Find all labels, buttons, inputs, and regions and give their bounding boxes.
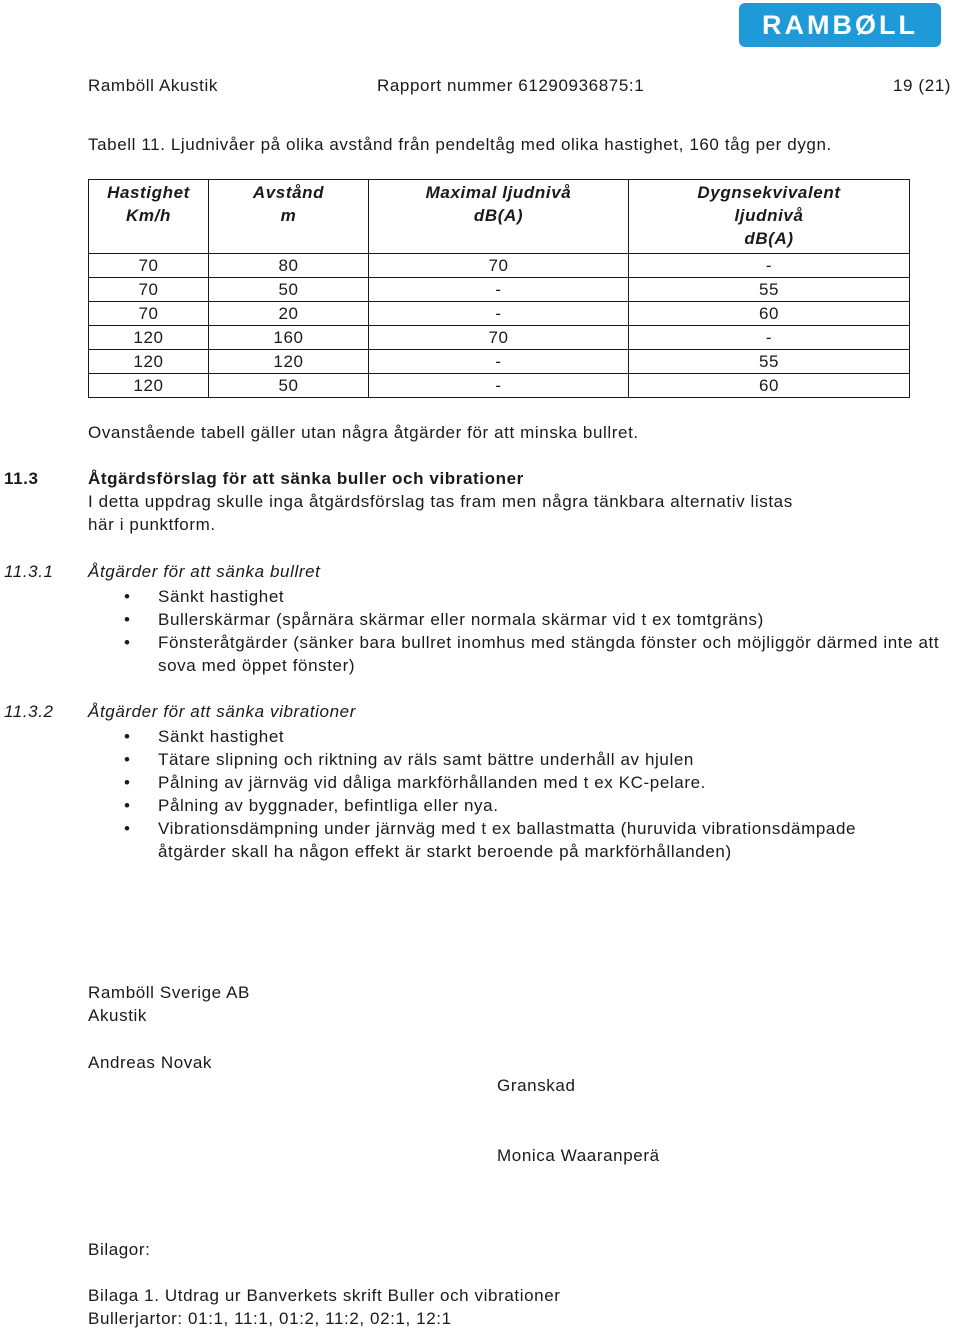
- bullet-icon: •: [124, 610, 131, 629]
- vibration-measures-list: [0, 725, 948, 863]
- subsection-2-number: 11.3.2: [4, 702, 54, 721]
- table-row: [89, 374, 910, 398]
- table-cell: 120: [89, 374, 209, 398]
- bullet-icon: •: [124, 773, 131, 792]
- list-item: • Bullerskärmar (spårnära skärmar eller normala skärmar vid t ex tomtgräns): [124, 610, 764, 629]
- header-company: Ramböll Akustik: [88, 76, 218, 95]
- subsection-2-title: Åtgärder för att sänka vibrationer: [88, 702, 356, 721]
- header-report-number: Rapport nummer 61290936875:1: [377, 76, 645, 95]
- table-cell: 50: [209, 278, 369, 302]
- header-page-number: 19 (21): [893, 76, 952, 95]
- table-cell: 70: [369, 326, 629, 350]
- table-row: [89, 326, 910, 350]
- section-number: 11.3: [4, 469, 39, 488]
- noise-measures-list: [0, 585, 948, 677]
- signature-reviewer: Monica Waaranperä: [497, 1146, 660, 1165]
- column-header-distance: Avstånd m: [209, 180, 369, 254]
- column-header-speed: Hastighet Km/h: [89, 180, 209, 254]
- table-cell: 50: [209, 374, 369, 398]
- section-title: Åtgärdsförslag för att sänka buller och vibrationer: [88, 469, 524, 488]
- signature-department: Akustik: [88, 1006, 147, 1025]
- table-cell: 70: [369, 254, 629, 278]
- subsection-1-title: Åtgärder för att sänka bullret: [88, 562, 321, 581]
- table-note: Ovanstående tabell gäller utan några åtgärder för att minska bullret.: [88, 423, 639, 442]
- table-cell: -: [369, 350, 629, 374]
- table-row: [89, 254, 910, 278]
- list-item: • Pålning av järnväg vid dåliga markförhållanden med t ex KC-pelare.: [124, 773, 706, 792]
- bullet-icon: •: [124, 633, 131, 652]
- table-cell: -: [369, 374, 629, 398]
- attachment-line-2: Bullerjartor: 01:1, 11:1, 01:2, 11:2, 02:1, 12:1: [88, 1309, 452, 1328]
- table-cell: 55: [629, 278, 910, 302]
- column-header-equivalent-level: Dygnsekvivalent ljudnivå dB(A): [629, 180, 910, 254]
- attachment-line-1: Bilaga 1. Utdrag ur Banverkets skrift Buller och vibrationer: [88, 1286, 561, 1305]
- table-cell: -: [369, 278, 629, 302]
- table-cell: 20: [209, 302, 369, 326]
- list-item: • Tätare slipning och riktning av räls samt bättre underhåll av hjulen: [124, 750, 694, 769]
- table-header-row: [89, 180, 910, 254]
- signature-author: Andreas Novak: [88, 1053, 213, 1072]
- list-item: • Pålning av byggnader, befintliga eller nya.: [124, 796, 499, 815]
- column-header-max-level: Maximal ljudnivå dB(A): [369, 180, 629, 254]
- attachments-label: Bilagor:: [88, 1240, 151, 1259]
- table-cell: 70: [89, 302, 209, 326]
- noise-level-table: [88, 179, 910, 398]
- bullet-icon: •: [124, 727, 131, 746]
- signature-company: Ramböll Sverige AB: [88, 983, 250, 1002]
- bullet-icon: •: [124, 750, 131, 769]
- table-cell: -: [629, 326, 910, 350]
- list-item: • Sänkt hastighet: [124, 587, 285, 606]
- table-row: [89, 350, 910, 374]
- table-cell: -: [369, 302, 629, 326]
- table-cell: -: [629, 254, 910, 278]
- table-cell: 160: [209, 326, 369, 350]
- subsection-1-number: 11.3.1: [4, 562, 54, 581]
- table-cell: 80: [209, 254, 369, 278]
- table-cell: 120: [89, 350, 209, 374]
- table-cell: 60: [629, 374, 910, 398]
- section-intro-line-2: här i punktform.: [88, 515, 216, 534]
- table-caption: Tabell 11. Ljudnivåer på olika avstånd från pendeltåg med olika hastighet, 160 tåg per dygn.: [88, 135, 832, 154]
- list-item: • Fönsteråtgärder (sänker bara bullret inomhus med stängda fönster och möjliggör därmed inte att sova med öppet fönster): [124, 633, 940, 675]
- list-item: • Vibrationsdämpning under järnväg med t ex ballastmatta (huruvida vibrationsdämpade åtgärder skall ha någon effekt är starkt beroende på markförhållanden): [124, 819, 857, 861]
- table-cell: 70: [89, 254, 209, 278]
- table-row: [89, 278, 910, 302]
- section-intro-line-1: I detta uppdrag skulle inga åtgärdsförslag tas fram men några tänkbara alternativ listas: [88, 492, 793, 511]
- ramboll-logo: RAMBØLL: [739, 3, 941, 47]
- bullet-icon: •: [124, 819, 131, 838]
- table-row: [89, 302, 910, 326]
- list-item: • Sänkt hastighet: [124, 727, 285, 746]
- table-cell: 120: [89, 326, 209, 350]
- table-cell: 120: [209, 350, 369, 374]
- signature-reviewed-label: Granskad: [497, 1076, 576, 1095]
- bullet-icon: •: [124, 796, 131, 815]
- table-cell: 55: [629, 350, 910, 374]
- bullet-icon: •: [124, 587, 131, 606]
- table-cell: 60: [629, 302, 910, 326]
- table-cell: 70: [89, 278, 209, 302]
